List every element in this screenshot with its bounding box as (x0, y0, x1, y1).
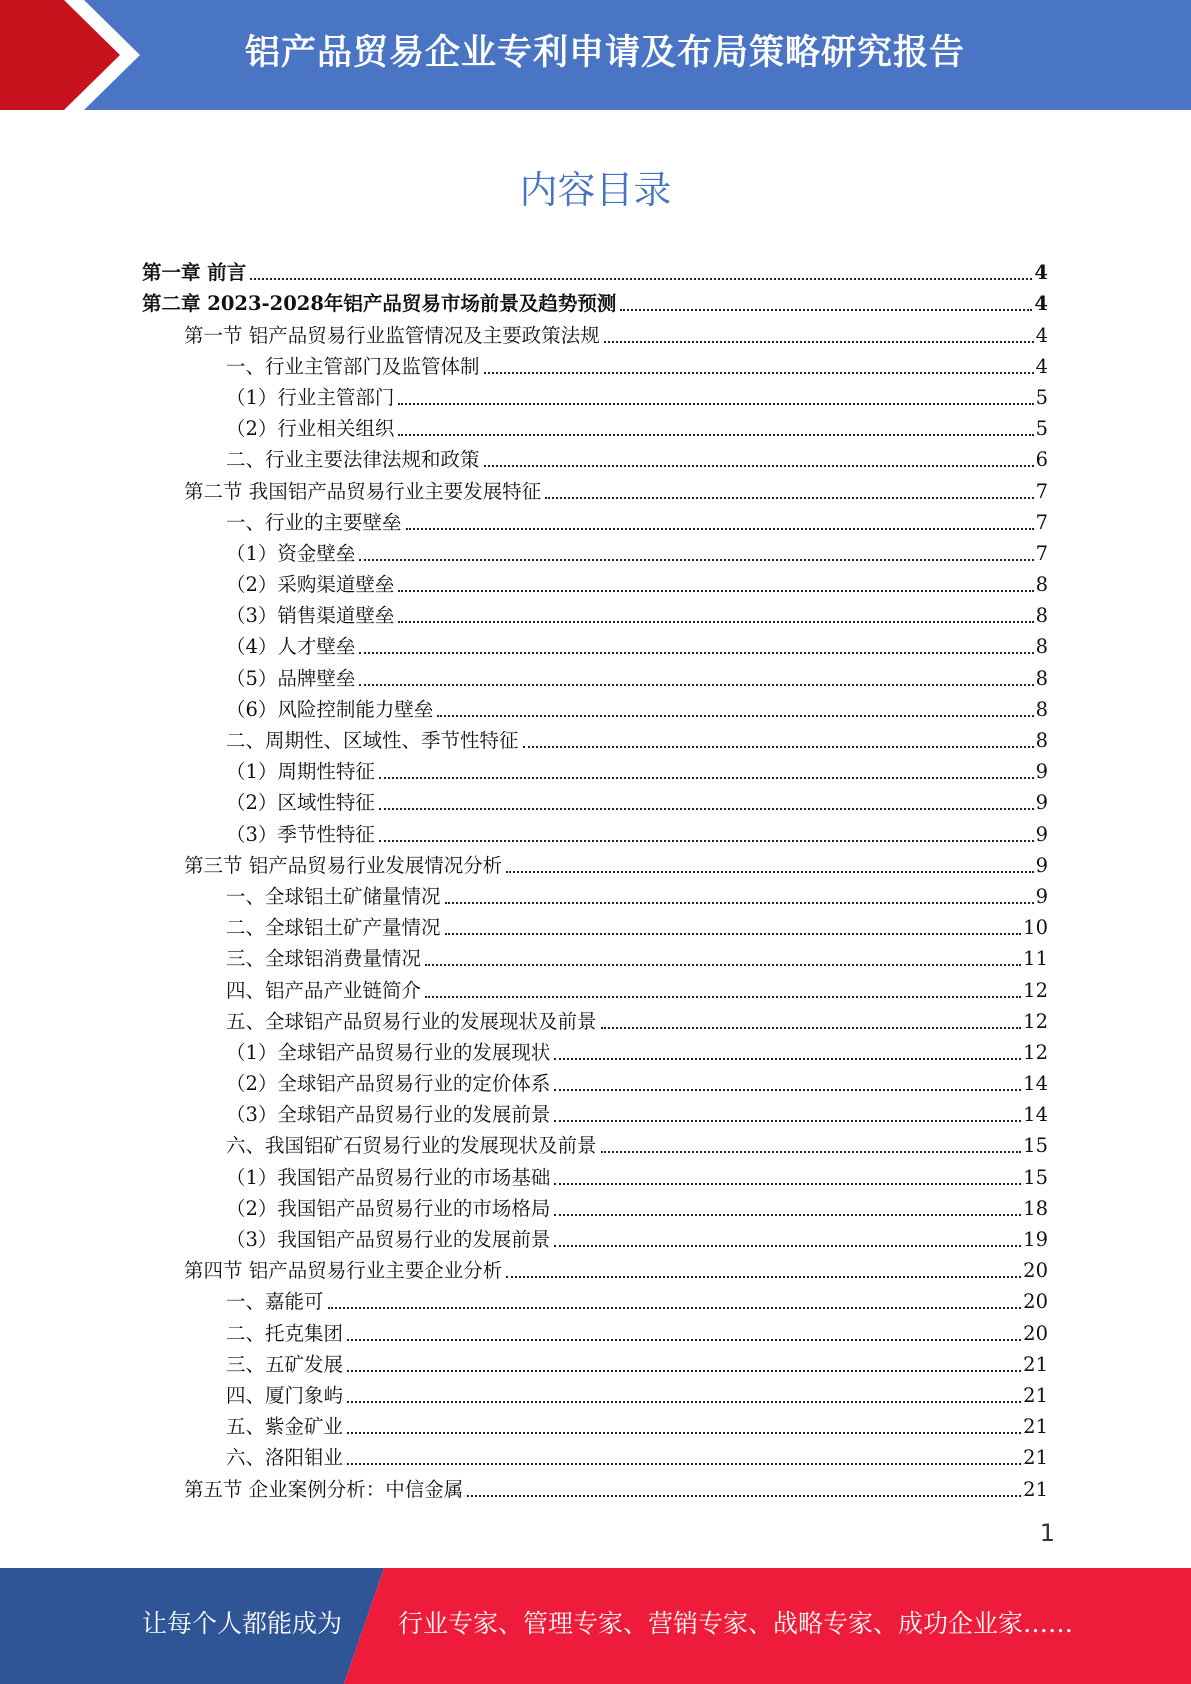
footer-slogan-left: 让每个人都能成为 (142, 1609, 343, 1638)
toc-entry-page: 21 (1023, 1352, 1048, 1376)
page-number: 1 (1039, 1519, 1055, 1547)
toc-entry[interactable] (142, 597, 1048, 628)
toc-entry-text: （3）全球铝产品贸易行业的发展前景 (226, 1103, 551, 1127)
toc-entry-text: （3）我国铝产品贸易行业的发展前景 (226, 1228, 551, 1251)
toc-entry-text: （2）行业相关组织 (226, 417, 395, 441)
toc-entry[interactable] (142, 753, 1048, 784)
toc-entry-page: 4 (1034, 261, 1048, 285)
toc-entry-page: 21 (1023, 1477, 1048, 1501)
toc-entry-page: 12 (1023, 978, 1048, 1002)
toc-dot-leader (545, 497, 1033, 499)
toc-dot-leader (406, 528, 1034, 530)
toc-entry-page: 4 (1034, 292, 1048, 316)
table-of-contents (142, 254, 1048, 1502)
toc-entry[interactable] (142, 1065, 1048, 1096)
toc-entry-page: 7 (1035, 541, 1048, 565)
toc-entry[interactable] (142, 254, 1048, 285)
toc-entry[interactable] (142, 441, 1048, 472)
toc-dot-leader (347, 1339, 1021, 1341)
toc-entry[interactable] (142, 410, 1048, 441)
toc-dot-leader (554, 1120, 1021, 1122)
toc-dot-leader (484, 372, 1034, 374)
toc-entry-text: 五、全球铝产品贸易行业的发展现状及前景 (226, 1009, 597, 1033)
footer-slogan-right: 行业专家、管理专家、营销专家、战略专家、成功企业家…… (398, 1609, 1074, 1638)
toc-entry-page: 15 (1023, 1165, 1048, 1189)
toc-entry[interactable] (142, 691, 1048, 722)
toc-entry-text: （4）人才壁垒 (226, 635, 356, 659)
toc-entry-text: 一、嘉能可 (226, 1290, 324, 1314)
toc-entry[interactable] (142, 1003, 1048, 1034)
toc-dot-leader (620, 309, 1032, 311)
toc-dot-leader (379, 840, 1034, 842)
toc-dot-leader (347, 1463, 1021, 1465)
toc-entry-text: 第二节 我国铝产品贸易行业主要发展特征 (184, 479, 542, 503)
toc-entry[interactable] (142, 909, 1048, 940)
toc-entry[interactable] (142, 535, 1048, 566)
toc-entry[interactable] (142, 379, 1048, 410)
toc-entry-page: 5 (1035, 385, 1048, 409)
toc-entry-text: 第一节 铝产品贸易行业监管情况及主要政策法规 (184, 323, 600, 347)
toc-entry-text: （3）销售渠道壁垒 (226, 604, 395, 628)
toc-dot-leader (379, 808, 1034, 810)
toc-entry-page: 9 (1035, 884, 1048, 908)
toc-dot-leader (523, 746, 1034, 748)
toc-entry-text: （2）区域性特征 (226, 791, 375, 815)
toc-entry-text: 一、全球铝土矿储量情况 (226, 884, 441, 908)
toc-dot-leader (506, 871, 1033, 873)
toc-entry[interactable] (142, 1252, 1048, 1283)
toc-dot-leader (601, 1151, 1022, 1153)
toc-dot-leader (347, 1370, 1021, 1372)
toc-entry-text: 四、铝产品产业链简介 (226, 978, 422, 1002)
toc-dot-leader (425, 964, 1021, 966)
toc-entry-page: 8 (1035, 573, 1048, 597)
toc-entry-page: 15 (1023, 1134, 1048, 1158)
toc-entry-text: 六、我国铝矿石贸易行业的发展现状及前景 (226, 1134, 597, 1158)
toc-dot-leader (445, 933, 1022, 935)
toc-entry-text: 一、行业的主要壁垒 (226, 510, 402, 534)
toc-entry-page: 12 (1023, 1009, 1048, 1033)
toc-dot-leader (467, 1495, 1021, 1497)
toc-entry-text: （1）全球铝产品贸易行业的发展现状 (226, 1040, 551, 1064)
toc-dot-leader (379, 777, 1034, 779)
toc-entry[interactable] (142, 878, 1048, 909)
toc-entry[interactable] (142, 628, 1048, 659)
toc-entry-page: 19 (1023, 1228, 1048, 1251)
toc-entry[interactable] (142, 659, 1048, 690)
report-title: 铝产品贸易企业专利申请及布局策略研究报告 (245, 33, 966, 73)
toc-entry-text: 第一章 前言 (142, 261, 247, 285)
toc-entry-page: 9 (1035, 853, 1048, 877)
toc-entry[interactable] (142, 1221, 1048, 1252)
toc-entry-page: 14 (1023, 1103, 1048, 1127)
toc-entry-text: 二、托克集团 (226, 1321, 344, 1345)
toc-entry-page: 7 (1035, 510, 1048, 534)
toc-entry-page: 8 (1035, 604, 1048, 628)
toc-entry[interactable] (142, 815, 1048, 846)
toc-entry-text: （1）资金壁垒 (226, 541, 356, 565)
toc-entry-text: （6）风险控制能力壁垒 (226, 697, 434, 721)
toc-entry[interactable] (142, 1346, 1048, 1377)
toc-entry-text: 二、周期性、区域性、季节性特征 (226, 729, 519, 752)
toc-entry-text: 第五节 企业案例分析：中信金属 (184, 1477, 464, 1501)
toc-entry-page: 8 (1035, 635, 1048, 659)
toc-entry-text: 一、行业主管部门及监管体制 (226, 354, 480, 378)
toc-entry[interactable] (142, 971, 1048, 1002)
toc-entry[interactable] (142, 1096, 1048, 1127)
toc-entry-text: 第四节 铝产品贸易行业主要企业分析 (184, 1259, 503, 1283)
toc-entry[interactable] (142, 1190, 1048, 1221)
toc-entry-page: 7 (1035, 479, 1048, 503)
toc-entry[interactable] (142, 316, 1048, 347)
toc-entry-page: 8 (1035, 666, 1048, 690)
toc-entry-text: 五、紫金矿业 (226, 1415, 344, 1439)
toc-dot-leader (445, 902, 1034, 904)
footer-banner (0, 1568, 1191, 1684)
toc-entry-text: 六、洛阳钼业 (226, 1446, 344, 1470)
toc-dot-leader (554, 1089, 1021, 1091)
toc-entry[interactable] (142, 472, 1048, 503)
toc-entry-text: （2）我国铝产品贸易行业的市场格局 (226, 1196, 551, 1220)
toc-entry[interactable] (142, 1314, 1048, 1345)
toc-entry-page: 21 (1023, 1383, 1048, 1407)
toc-entry-text: 三、全球铝消费量情况 (226, 947, 422, 971)
toc-entry[interactable] (142, 784, 1048, 815)
toc-entry[interactable] (142, 1439, 1048, 1470)
toc-dot-leader (398, 621, 1033, 623)
toc-entry-text: 二、行业主要法律法规和政策 (226, 448, 480, 472)
toc-entry[interactable] (142, 847, 1048, 878)
toc-entry[interactable] (142, 1158, 1048, 1189)
toc-dot-leader (604, 341, 1034, 343)
toc-entry[interactable] (142, 1283, 1048, 1314)
toc-dot-leader (437, 715, 1033, 717)
toc-entry[interactable] (142, 940, 1048, 971)
toc-entry[interactable] (142, 504, 1048, 535)
toc-entry-page: 14 (1023, 1072, 1048, 1096)
toc-entry-page: 4 (1035, 354, 1048, 378)
toc-entry[interactable] (142, 348, 1048, 379)
toc-entry-page: 10 (1023, 916, 1048, 940)
toc-dot-leader (554, 1214, 1021, 1216)
toc-entry[interactable] (142, 1377, 1048, 1408)
toc-entry-text: （5）品牌壁垒 (226, 666, 356, 690)
toc-dot-leader (359, 652, 1033, 654)
toc-entry-text: （1）行业主管部门 (226, 385, 395, 409)
toc-dot-leader (425, 996, 1021, 998)
toc-dot-leader (554, 1183, 1021, 1185)
toc-entry-page: 20 (1023, 1290, 1048, 1314)
toc-entry-text: （1）我国铝产品贸易行业的市场基础 (226, 1165, 551, 1189)
toc-entry[interactable] (142, 566, 1048, 597)
toc-dot-leader (506, 1276, 1021, 1278)
toc-entry-page: 6 (1035, 448, 1048, 472)
toc-heading: 内容目录 (519, 168, 672, 212)
toc-dot-leader (554, 1058, 1021, 1060)
toc-entry-page: 12 (1023, 1040, 1048, 1064)
toc-entry-text: （1）周期性特征 (226, 760, 375, 784)
header-banner (0, 0, 1191, 110)
toc-entry-page: 18 (1023, 1196, 1048, 1220)
toc-entry-page: 9 (1035, 822, 1048, 846)
toc-entry-text: 第二章 2023-2028年铝产品贸易市场前景及趋势预测 (142, 292, 617, 316)
toc-entry-page: 21 (1023, 1446, 1048, 1470)
toc-entry[interactable] (142, 1470, 1048, 1501)
toc-entry[interactable] (142, 285, 1048, 316)
toc-entry[interactable] (142, 722, 1048, 753)
toc-dot-leader (484, 465, 1034, 467)
toc-entry-page: 8 (1035, 697, 1048, 721)
toc-dot-leader (347, 1401, 1021, 1403)
toc-dot-leader (398, 590, 1033, 592)
toc-dot-leader (554, 1245, 1021, 1247)
toc-entry-page: 9 (1035, 791, 1048, 815)
toc-dot-leader (328, 1307, 1022, 1309)
toc-entry-page: 21 (1023, 1415, 1048, 1439)
toc-entry-text: 二、全球铝土矿产量情况 (226, 916, 441, 940)
toc-entry-page: 20 (1023, 1321, 1048, 1345)
toc-dot-leader (359, 559, 1033, 561)
toc-entry-page: 8 (1035, 729, 1048, 752)
toc-entry-text: 四、厦门象屿 (226, 1383, 344, 1407)
toc-entry-page: 9 (1035, 760, 1048, 784)
toc-dot-leader (359, 684, 1033, 686)
toc-entry-page: 4 (1035, 323, 1048, 347)
toc-entry-page: 5 (1035, 417, 1048, 441)
toc-entry-text: （2）采购渠道壁垒 (226, 573, 395, 597)
toc-entry-text: 第三节 铝产品贸易行业发展情况分析 (184, 853, 503, 877)
toc-entry-page: 20 (1023, 1259, 1048, 1283)
toc-entry[interactable] (142, 1408, 1048, 1439)
toc-entry-text: 三、五矿发展 (226, 1352, 344, 1376)
toc-dot-leader (398, 403, 1033, 405)
toc-entry-page: 11 (1023, 947, 1048, 971)
toc-dot-leader (250, 278, 1032, 280)
toc-dot-leader (398, 434, 1033, 436)
toc-entry[interactable] (142, 1034, 1048, 1065)
toc-entry-text: （3）季节性特征 (226, 822, 375, 846)
toc-dot-leader (601, 1027, 1022, 1029)
toc-dot-leader (347, 1432, 1021, 1434)
toc-entry[interactable] (142, 1127, 1048, 1158)
toc-entry-text: （2）全球铝产品贸易行业的定价体系 (226, 1072, 551, 1096)
